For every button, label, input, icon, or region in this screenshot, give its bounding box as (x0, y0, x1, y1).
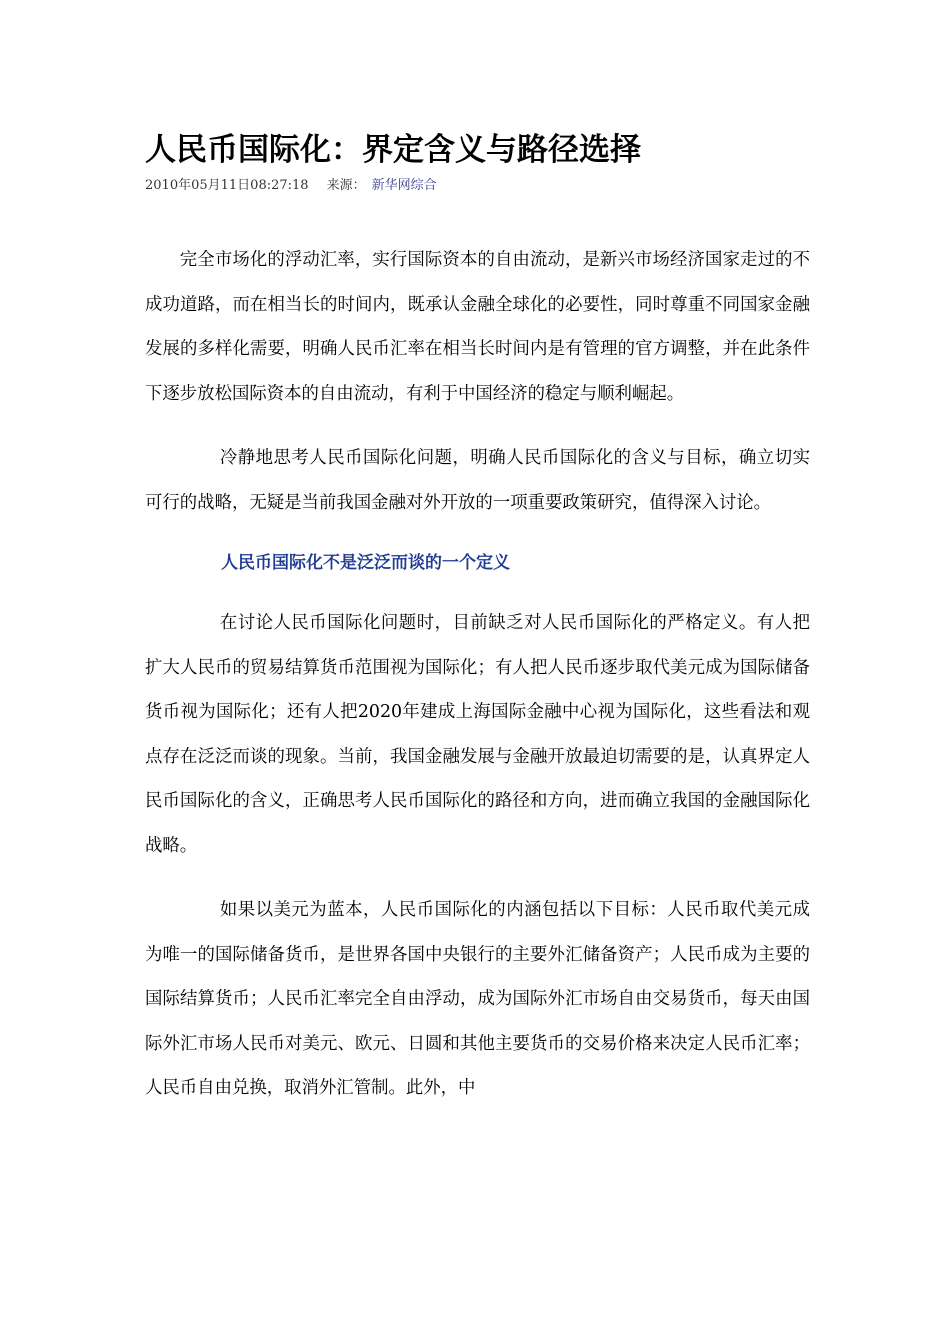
paragraph-1: 完全市场化的浮动汇率，实行国际资本的自由流动，是新兴市场经济国家走过的不成功道路，而在相当长的时间内，既承认金融全球化的必要性，同时尊重不同国家金融发展的多样化需要，明确人民币汇率在相当长时间内是有管理的官方调整，并在此条件下逐步放松国际资本的自由流动，有利于中国经济的稳定与顺利崛起。 (145, 250, 810, 404)
paragraph-3: 在讨论人民币国际化问题时，目前缺乏对人民币国际化的严格定义。有人把扩大人民币的贸易结算货币范围视为国际化；有人把人民币逐步取代美元成为国际储备货币视为国际化；还有人把2020年建成上海国际金融中心视为国际化，这些看法和观点存在泛泛而谈的现象。当前，我国金融发展与金融开放最迫切需要的是，认真界定人民币国际化的含义，正确思考人民币国际化的路径和方向，进而确立我国的金融国际化战略。 (145, 613, 810, 856)
paragraph-2: 冷静地思考人民币国际化问题，明确人民币国际化的含义与目标，确立切实可行的战略，无疑是当前我国金融对外开放的一项重要政策研究，值得深入讨论。 (145, 448, 810, 513)
article (145, 128, 810, 1111)
paragraph-4: 如果以美元为蓝本，人民币国际化的内涵包括以下目标：人民币取代美元成为唯一的国际储备货币，是世界各国中央银行的主要外汇储备资产；人民币成为主要的国际结算货币；人民币汇率完全自由浮动，成为国际外汇市场自由交易货币，每天由国际外汇市场人民币对美元、欧元、日圆和其他主要货币的交易价格来决定人民币汇率；人民币自由兑换，取消外汇管制。此外，中 (145, 900, 810, 1098)
article-meta (145, 176, 810, 196)
section-heading: 人民币国际化不是泛泛而谈的一个定义 (221, 553, 510, 573)
source-link[interactable]: 新华网综合 (371, 178, 437, 193)
source-label: 来源： (326, 178, 366, 193)
article-title: 人民币国际化：界定含义与路径选择 (145, 132, 641, 168)
publish-date: 2010年05月11日08:27:18 (145, 178, 309, 193)
